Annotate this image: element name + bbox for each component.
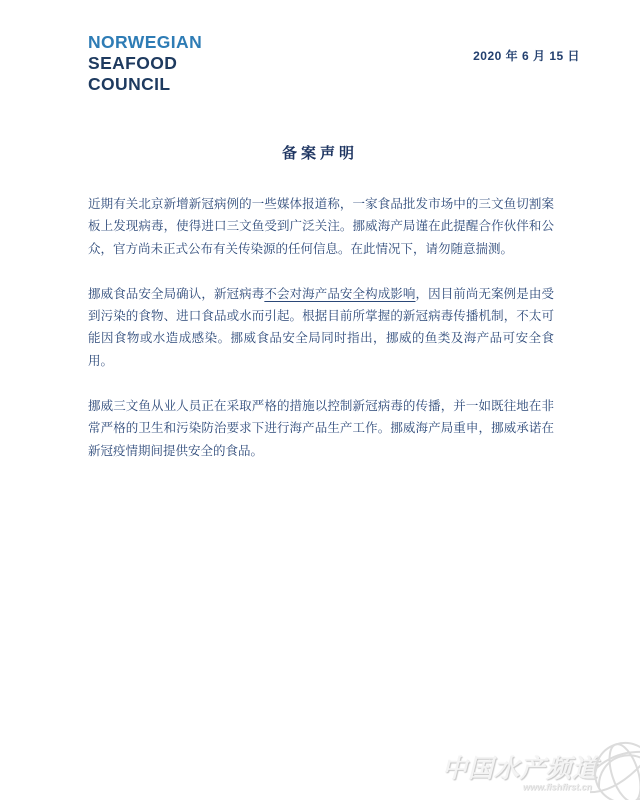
document-date: 2020 年 6 月 15 日 [473, 49, 580, 63]
globe-icon [590, 738, 640, 800]
paragraph-2 [88, 283, 554, 372]
logo-line-seafood: SEAFOOD [88, 53, 178, 73]
document-title: 备案声明 [281, 145, 358, 162]
paragraph-1: 近期有关北京新增新冠病例的一些媒体报道称，一家食品批发市场中的三文鱼切割案板上发现病毒，使得进口三文鱼受到广泛关注。挪威海产局谨在此提醒合作伙伴和公众，官方尚未正式公布有关传染源的任何信息。在此情况下，请勿随意揣测。 [88, 197, 554, 256]
document-body [88, 193, 554, 462]
underlined-claim: 不会对海产品安全构成影响 [264, 286, 416, 301]
paragraph-3: 挪威三文鱼从业人员正在采取严格的措施以控制新冠病毒的传播，并一如既往地在非常严格的卫生和污染防治要求下进行海产品生产工作。挪威海产局重申，挪威承诺在新冠疫情期间提供安全的食品。 [88, 399, 554, 458]
watermark-url: www.fishfirst.cn [522, 782, 592, 792]
watermark [442, 757, 598, 792]
document-header [0, 0, 640, 95]
paragraph-2-rest: ，因目前尚无案例是由受到污染的食物、进口食品或水而引起。根据目前所掌握的新冠病毒传播机制，不太可能因食物或水造成感染。挪威食品安全局同时指出，挪威的鱼类及海产品可安全食用。 [88, 286, 554, 368]
watermark-text: 中国水产频道 [441, 755, 598, 783]
paragraph-2-lead: 挪威食品安全局确认，新冠病毒 [88, 286, 265, 301]
logo-line-norwegian: NORWEGIAN [88, 32, 203, 52]
logo-line-council: COUNCIL [88, 74, 171, 94]
